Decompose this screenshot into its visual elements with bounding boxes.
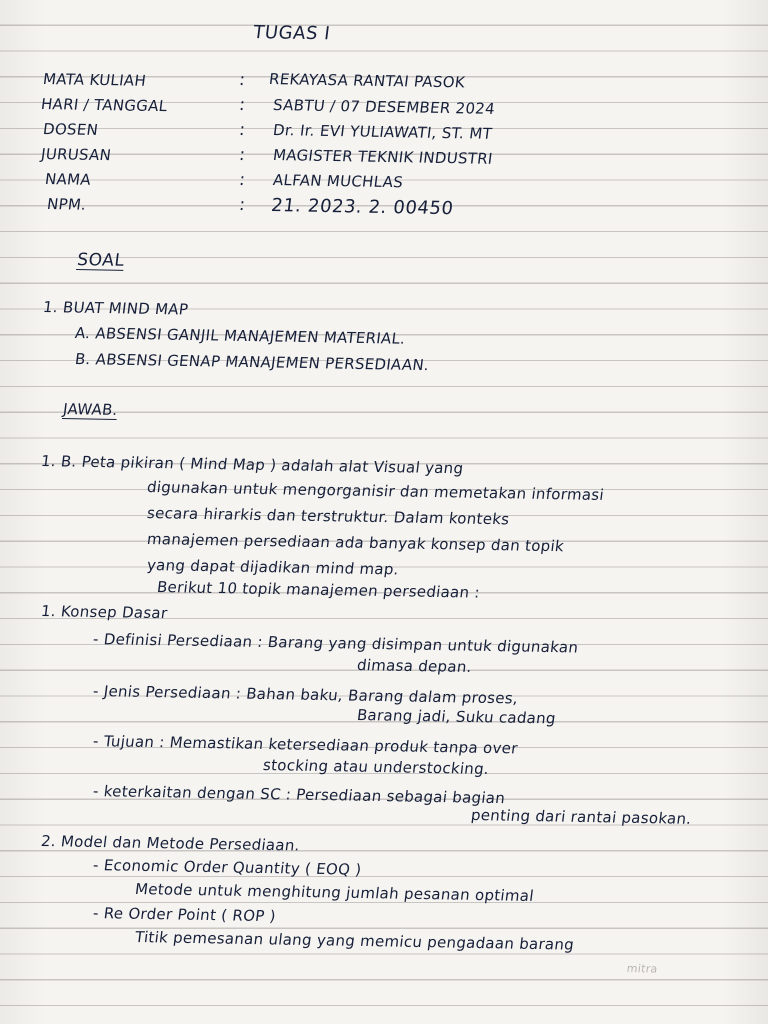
section-2-item-1-desc: Metode untuk menghitung jumlah pesanan optimal: [134, 880, 535, 905]
header-sep-mata-kuliah: :: [238, 70, 247, 91]
header-label-jurusan: JURUSAN: [40, 145, 113, 165]
answer-line-3: secara hirarkis dan terstruktur. Dalam konteks: [146, 504, 511, 529]
section-1-item-1: - Definisi Persediaan : Barang yang disimpan untuk digunakan: [92, 630, 580, 657]
header-label-npm: NPM.: [46, 195, 88, 214]
section-1-heading: 1. Konsep Dasar: [40, 602, 169, 623]
answer-line-4: manajemen persediaan ada banyak konsep dan topik: [146, 530, 566, 556]
section-1-item-4-cont: penting dari rantai pasokan.: [470, 806, 693, 828]
paper-brand-stamp: mitra: [626, 962, 659, 976]
section-1-item-3: - Tujuan : Memastikan ketersediaan produk tanpa over: [92, 732, 519, 758]
section-2-heading: 2. Model dan Metode Persediaan.: [40, 832, 301, 855]
header-value-hari-tanggal: SABTU / 07 DESEMBER 2024: [272, 96, 497, 118]
header-sep-nama: :: [238, 170, 247, 191]
section-1-item-2: - Jenis Persediaan : Bahan baku, Barang dalam proses,: [92, 682, 520, 708]
soal-heading: SOAL: [76, 250, 126, 271]
header-value-jurusan: MAGISTER TEKNIK INDUSTRI: [272, 146, 494, 168]
header-label-dosen: DOSEN: [42, 120, 100, 139]
header-sep-hari-tanggal: :: [238, 95, 247, 116]
question-1: 1. BUAT MIND MAP: [42, 298, 190, 319]
question-1b: B. ABSENSI GENAP MANAJEMEN PERSEDIAAN.: [74, 350, 431, 375]
header-label-hari-tanggal: HARI / TANGGAL: [40, 95, 169, 116]
section-2-item-2: - Re Order Point ( ROP ): [92, 904, 277, 926]
answer-line-2: digunakan untuk mengorganisir dan memetakan informasi: [146, 478, 606, 504]
header-label-nama: NAMA: [44, 170, 93, 189]
section-1-item-1-cont: dimasa depan.: [356, 656, 473, 677]
question-1a: A. ABSENSI GANJIL MANAJEMEN MATERIAL.: [74, 324, 407, 348]
header-value-npm: 21. 2023. 2. 00450: [270, 195, 455, 220]
header-value-nama: ALFAN MUCHLAS: [272, 171, 405, 192]
header-label-mata-kuliah: MATA KULIAH: [42, 70, 148, 90]
page-title: TUGAS I: [252, 22, 332, 45]
header-sep-npm: :: [238, 195, 247, 216]
header-sep-jurusan: :: [238, 145, 247, 166]
section-2-item-1: - Economic Order Quantity ( EOQ ): [92, 856, 363, 879]
answer-line-5: yang dapat dijadikan mind map.: [146, 556, 400, 579]
answer-line-1: 1. B. Peta pikiran ( Mind Map ) adalah alat Visual yang: [40, 452, 465, 478]
header-sep-dosen: :: [238, 120, 247, 141]
section-1-item-3-cont: stocking atau understocking.: [262, 756, 491, 778]
section-2-item-2-desc: Titik pemesanan ulang yang memicu pengadaan barang: [134, 928, 576, 954]
header-value-dosen: Dr. Ir. EVI YULIAWATI, ST. MT: [272, 121, 494, 143]
jawab-heading: JAWAB.: [62, 400, 119, 419]
section-1-item-2-cont: Barang jadi, Suku cadang: [356, 706, 557, 728]
header-value-mata-kuliah: REKAYASA RANTAI PASOK: [268, 70, 467, 92]
section-1-item-4: - keterkaitan dengan SC : Persediaan sebagai bagian: [92, 782, 507, 808]
answer-line-6: Berikut 10 topik manajemen persediaan :: [156, 578, 481, 602]
